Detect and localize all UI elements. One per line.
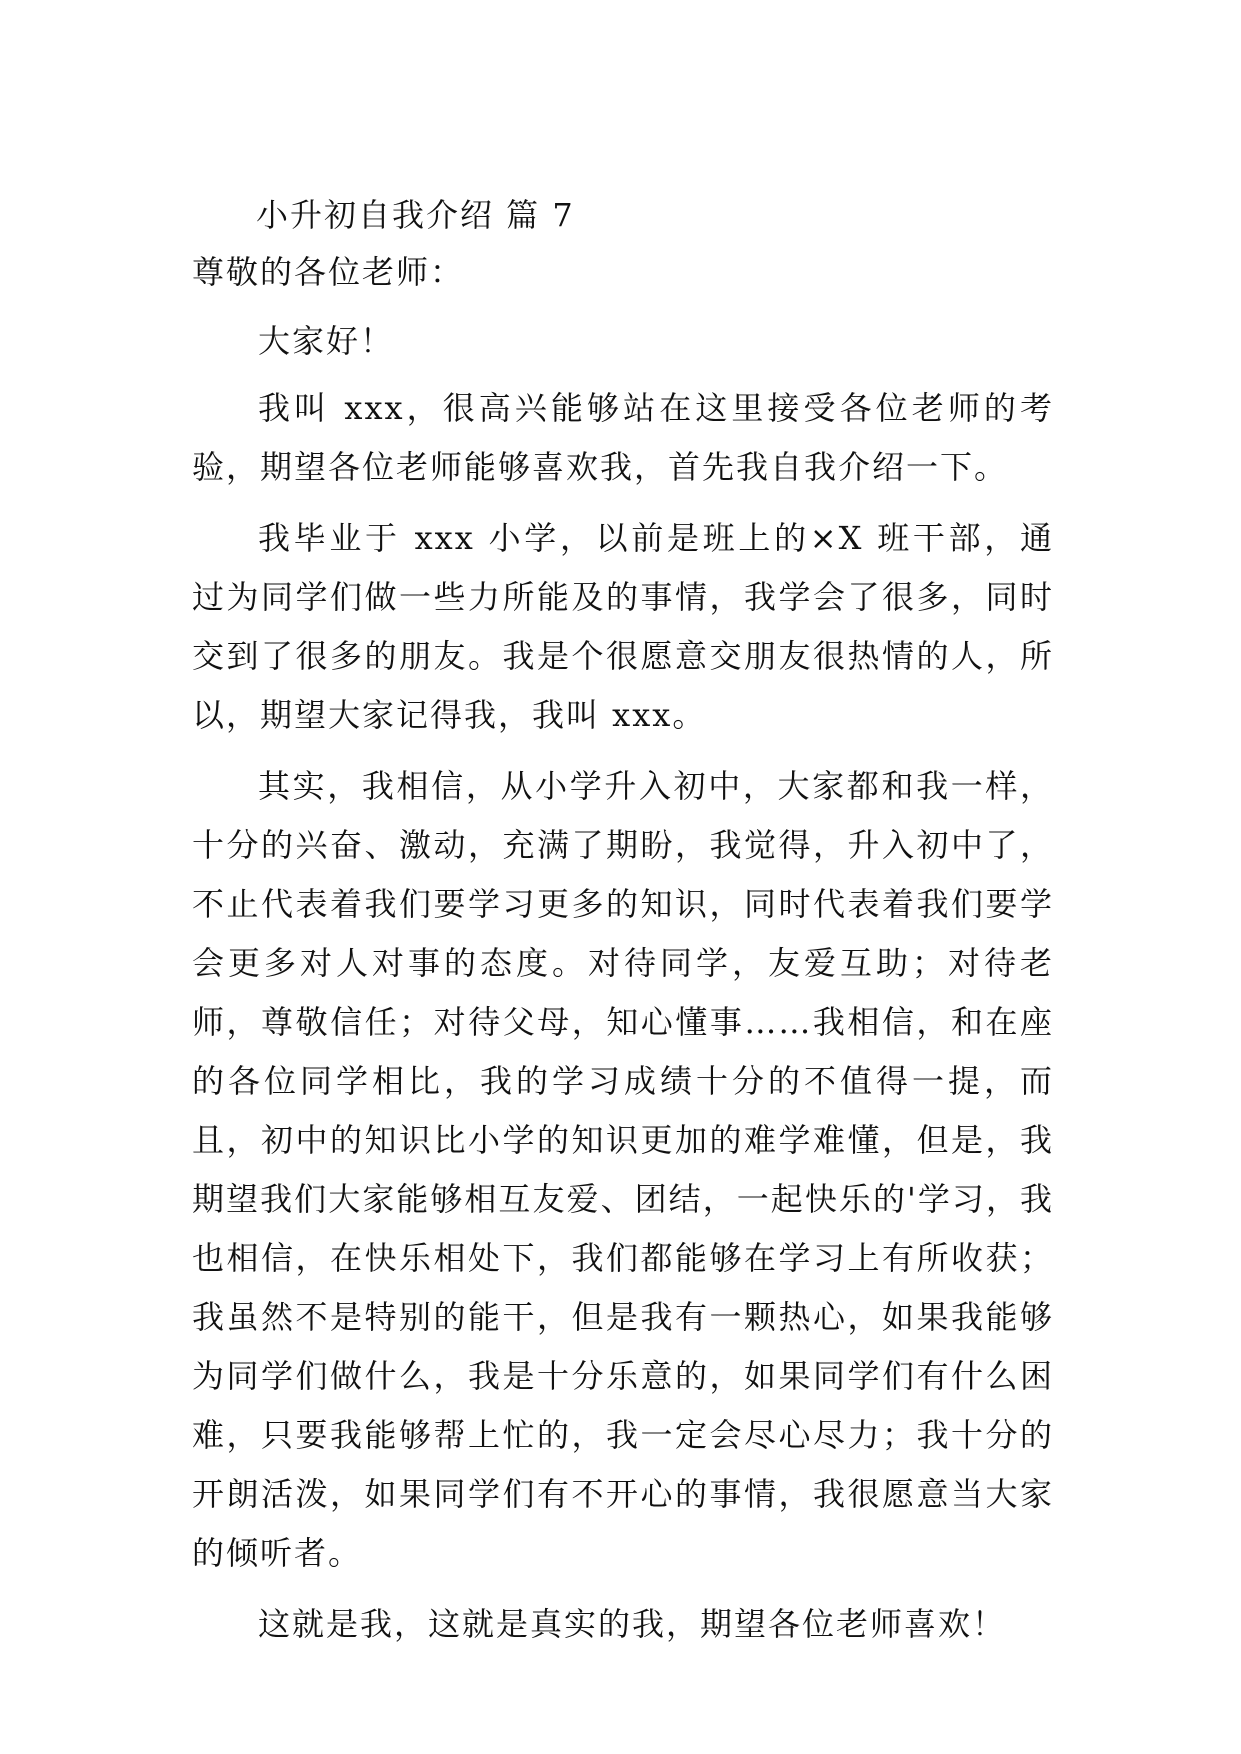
closing-paragraph: 这就是我，这就是真实的我，期望各位老师喜欢！ <box>258 1605 1007 1643</box>
intro-paragraph: 我叫 xxx，很高兴能够站在这里接受各位老师的考验，期望各位老师能够喜欢我，首先我自我介绍一下。 <box>192 389 1054 486</box>
main-paragraph: 其实，我相信，从小学升入初中，大家都和我一样，十分的兴奋、激动，充满了期盼，我觉得，升入初中了，不止代表着我们要学习更多的知识，同时代表着我们要学会更多对人对事的态度。对待同学，友爱互助；对待老师，尊敬信任；对待父母，知心懂事……我相信，和在座的各位同学相比，我的学习成绩十分的不值得一提，而且，初中的知识比小学的知识更加的难学难懂，但是，我期望我们大家能够相互友爱、团结，一起快乐的'学习，我也相信，在快乐相处下，我们都能够在学习上有所收获；我虽然不是特别的能干，但是我有一颗热心，如果我能够为同学们做什么，我是十分乐意的，如果同学们有什么困难，只要我能够帮上忙的，我一定会尽心尽力；我十分的开朗活泼，如果同学们有不开心的事情，我很愿意当大家的倾听者。 <box>192 767 1054 1572</box>
greeting-paragraph: 大家好！ <box>258 322 395 360</box>
document-title: 小升初自我介绍 篇 7 <box>256 196 575 234</box>
salutation: 尊敬的各位老师： <box>192 253 465 291</box>
document-body <box>192 190 1054 1654</box>
school-paragraph: 我毕业于 xxx 小学，以前是班上的×X 班干部，通过为同学们做一些力所能及的事情，我学会了很多，同时交到了很多的朋友。我是个很愿意交朋友很热情的人，所以，期望大家记得我，我叫 xxx。 <box>192 519 1054 734</box>
